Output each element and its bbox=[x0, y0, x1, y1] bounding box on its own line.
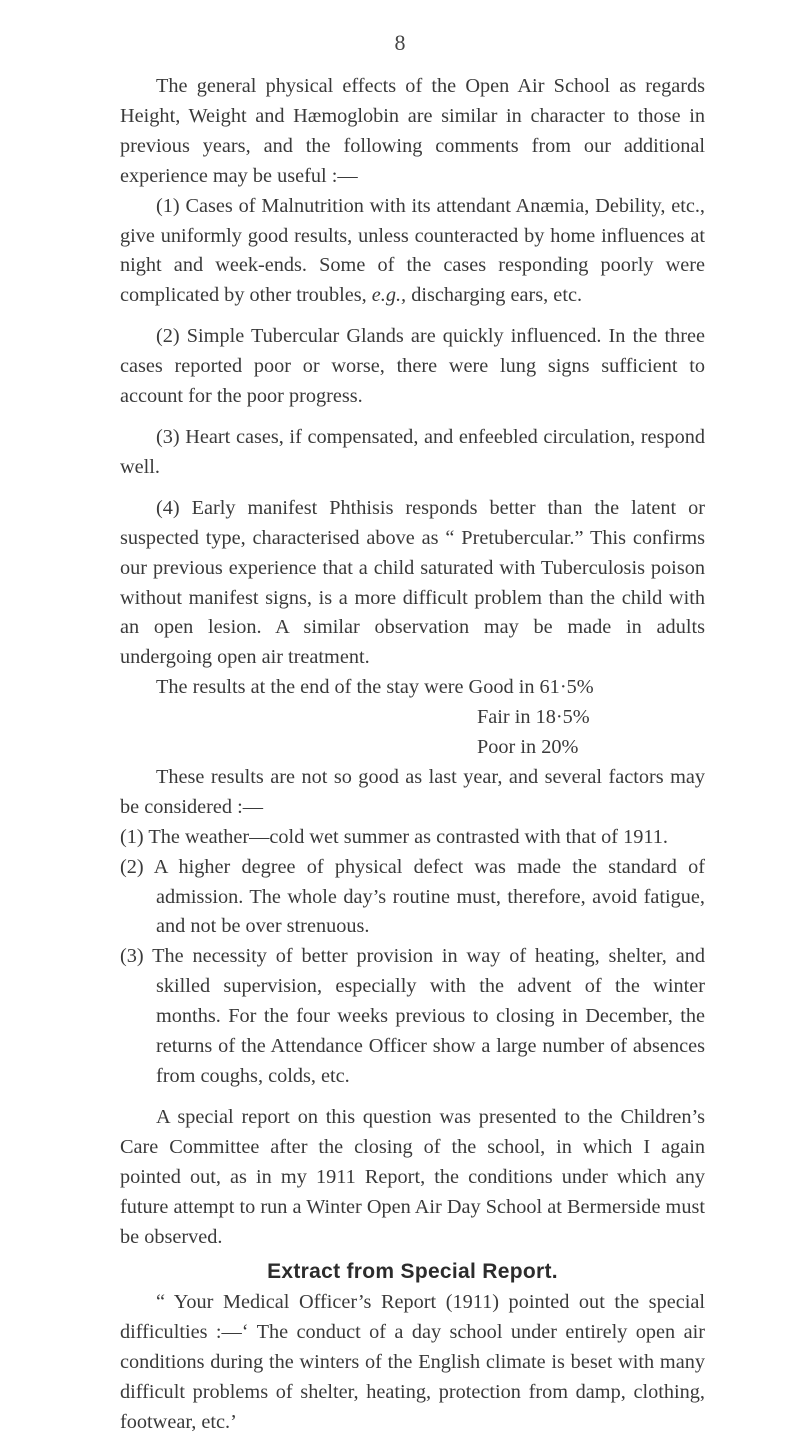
intro-paragraph: The general physical effects of the Open Air School as regards Height, Weight and Hæmoglobin are similar in character to those in previous years, and the following comments from our additional experience may be useful :— bbox=[120, 75, 705, 187]
point-1-text: (1) Cases of Malnutrition with its attendant Anæmia, Debility, etc., give uniformly good results, unless counteracted by home influences at night and week-ends. Some of the cases responding poorly were complicated by other troubles, bbox=[120, 194, 705, 307]
point-1-text-end: discharging ears, etc. bbox=[406, 284, 583, 307]
point-1-paragraph bbox=[120, 192, 705, 312]
document-body bbox=[120, 72, 705, 1438]
page-number: 8 bbox=[394, 30, 406, 55]
point-3-paragraph: (3) Heart cases, if compensated, and enfeebled circulation, respond well. bbox=[120, 425, 705, 478]
factors-intro: These results are not so good as last year, and several factors may be considered :— bbox=[120, 765, 705, 818]
point-2-paragraph: (2) Simple Tubercular Glands are quickly influenced. In the three cases reported poor or worse, there were lung signs sufficient to account for the poor progress. bbox=[120, 325, 705, 408]
special-report-paragraph: A special report on this question was presented to the Children’s Care Committee after the closing of the school, in which I again pointed out, as in my 1911 Report, the conditions under which any future attempt to run a Winter Open Air Day School at Bermerside must be observed. bbox=[120, 1105, 705, 1248]
factor-item-3: (3) The necessity of better provision in way of heating, shelter, and skilled supervision, especially with the advent of the winter months. For the four weeks previous to closing in December, the returns of the Attendance Officer show a large number of absences from coughs, colds, etc. bbox=[120, 945, 705, 1087]
factor-item-1: (1) The weather—cold wet summer as contrasted with that of 1911. bbox=[120, 825, 668, 848]
results-poor: Poor in 20% bbox=[477, 736, 579, 759]
point-4-paragraph: (4) Early manifest Phthisis responds better than the latent or suspected type, characterised above as “ Pretubercular.” This confirms our previous experience that a child saturated with Tuberculosis poison without manifest signs, is a more difficult problem than the child with an open lesion. A similar observation may be made in adults undergoing open air treatment. bbox=[120, 496, 705, 669]
results-block bbox=[120, 673, 705, 763]
results-good: The results at the end of the stay were Good in 61·5% bbox=[156, 676, 594, 699]
point-1-example-abbrev: e.g., bbox=[371, 284, 407, 307]
extract-quote: “ Your Medical Officer’s Report (1911) pointed out the special difficulties :—‘ The conduct of a day school under entirely open air conditions during the winters of the English climate is beset with many difficult problems of shelter, heating, protection from damp, clothing, footwear, etc.’ bbox=[120, 1291, 705, 1433]
factor-item-2: (2) A higher degree of physical defect was made the standard of admission. The whole day’s routine must, therefore, avoid fatigue, and not be over strenuous. bbox=[120, 855, 705, 938]
section-heading: Extract from Special Report. bbox=[267, 1260, 558, 1284]
results-fair: Fair in 18·5% bbox=[477, 706, 590, 729]
